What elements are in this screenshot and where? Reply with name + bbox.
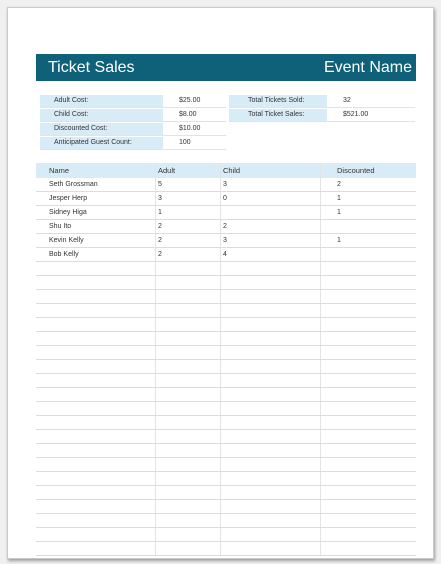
discounted-cell[interactable] [320,514,416,527]
child-cell[interactable]: 3 [220,234,320,247]
name-cell[interactable] [36,472,155,485]
table-row [36,374,416,388]
adult-cell[interactable]: 5 [155,178,220,191]
name-cell[interactable] [36,430,155,443]
child-cell[interactable] [220,346,320,359]
table-row [36,234,416,248]
name-cell[interactable]: Kevin Kelly [49,237,84,244]
name-cell[interactable] [36,500,155,513]
table-row [36,528,416,542]
page-title[interactable]: Ticket Sales [48,58,135,76]
discounted-cell[interactable] [320,360,416,373]
adult-cell[interactable] [155,318,220,331]
child-cell[interactable]: 3 [220,178,320,191]
adult-cell[interactable]: 3 [155,192,220,205]
adult-cell[interactable] [155,430,220,443]
name-cell[interactable]: Jesper Herp [49,195,88,202]
child-cell[interactable] [220,388,320,401]
table-row [36,402,416,416]
adult-cell[interactable] [155,332,220,345]
name-cell[interactable] [36,528,155,541]
discounted-cell[interactable] [320,542,416,555]
discounted-cell[interactable] [320,402,416,415]
ticket-sales-value[interactable]: $521.00 [343,111,369,118]
discounted-cell[interactable] [320,332,416,345]
table-row [36,514,416,528]
discounted-cell[interactable] [320,430,416,443]
guest-count-value[interactable]: 100 [179,139,191,146]
child-cell[interactable] [220,402,320,415]
adult-cell[interactable] [155,346,220,359]
adult-cell[interactable] [155,500,220,513]
discounted-cell[interactable]: 2 [320,178,416,191]
table-row [36,486,416,500]
adult-cell[interactable] [155,542,220,555]
child-cell[interactable] [220,318,320,331]
adult-cell[interactable] [155,290,220,303]
table-header [36,163,416,178]
table-body [36,178,416,556]
adult-cell[interactable]: 2 [155,248,220,261]
discounted-cell[interactable] [320,416,416,429]
adult-cell[interactable] [155,388,220,401]
discounted-cell[interactable] [320,444,416,457]
name-cell[interactable]: Sidney Higa [49,209,87,216]
name-cell[interactable]: Shu Ito [49,223,72,230]
name-cell[interactable] [36,402,155,415]
discounted-cell[interactable] [320,276,416,289]
discounted-cell[interactable]: 1 [320,206,416,219]
adult-cell[interactable] [155,402,220,415]
child-cell[interactable] [220,472,320,485]
table-row [36,444,416,458]
child-cell[interactable] [220,486,320,499]
name-cell[interactable] [36,332,155,345]
summary-row-guest-count [40,136,226,150]
table-row [36,430,416,444]
discounted-cost-label: Discounted Cost: [40,123,163,135]
table-row [36,304,416,318]
table-row [36,248,416,262]
table-row [36,318,416,332]
discounted-cost-value[interactable]: $10.00 [179,125,201,132]
discounted-cell[interactable] [320,304,416,317]
discounted-cell[interactable] [320,346,416,359]
sales-summary [229,94,415,122]
table-row [36,220,416,234]
name-cell[interactable]: Seth Grossman [49,181,98,188]
table-row [36,206,416,220]
table-row [36,332,416,346]
discounted-cell[interactable] [320,290,416,303]
table-row [36,346,416,360]
discounted-cell[interactable] [320,486,416,499]
child-cell[interactable] [220,360,320,373]
table-row [36,192,416,206]
adult-cell[interactable] [155,304,220,317]
child-cell[interactable] [220,514,320,527]
name-cell[interactable] [36,276,155,289]
name-cell[interactable] [36,444,155,457]
sales-table [36,163,416,556]
adult-cell[interactable] [155,416,220,429]
cost-summary [40,94,226,150]
discounted-cell[interactable] [320,528,416,541]
adult-cost-label: Adult Cost: [40,95,163,107]
discounted-cell[interactable] [320,500,416,513]
name-cell[interactable] [36,374,155,387]
ticket-sales-label: Total Ticket Sales: [229,109,327,121]
table-row [36,276,416,290]
child-cell[interactable] [220,444,320,457]
adult-cell[interactable] [155,472,220,485]
name-cell[interactable] [36,318,155,331]
child-cell[interactable]: 4 [220,248,320,261]
summary-row-adult-cost [40,94,226,108]
summary-row-ticket-sales [229,108,415,122]
title-banner [36,54,416,81]
adult-cell[interactable]: 1 [155,206,220,219]
child-cell[interactable] [220,206,320,219]
adult-cell[interactable] [155,276,220,289]
child-cell[interactable] [220,542,320,555]
child-cell[interactable] [220,500,320,513]
child-cell[interactable]: 2 [220,220,320,233]
table-row [36,472,416,486]
table-row [36,388,416,402]
child-cost-label: Child Cost: [40,109,163,121]
adult-cell[interactable] [155,514,220,527]
summary-row-child-cost [40,108,226,122]
child-cell[interactable] [220,304,320,317]
child-cell[interactable] [220,276,320,289]
child-cell[interactable] [220,262,320,275]
child-cell[interactable]: 0 [220,192,320,205]
adult-cell[interactable] [155,486,220,499]
discounted-cell[interactable] [320,220,416,233]
name-cell[interactable] [36,388,155,401]
name-cell[interactable] [36,290,155,303]
discounted-cell[interactable]: 1 [320,192,416,205]
name-cell[interactable] [36,262,155,275]
name-cell[interactable] [36,416,155,429]
table-row [36,416,416,430]
child-cell[interactable] [220,416,320,429]
adult-cell[interactable] [155,262,220,275]
table-row [36,458,416,472]
adult-cell[interactable] [155,528,220,541]
column-header-name: Name [49,166,70,175]
column-header-adult: Adult [155,163,220,178]
name-cell[interactable] [36,458,155,471]
name-cell[interactable]: Bob Kelly [49,251,79,258]
adult-cell[interactable] [155,360,220,373]
adult-cost-value[interactable]: $25.00 [179,97,201,104]
guest-count-label: Anticipated Guest Count: [40,137,163,149]
column-header-discounted: Discounted [320,163,416,178]
column-header-child: Child [220,163,320,178]
child-cell[interactable] [220,458,320,471]
table-row [36,290,416,304]
table-row [36,178,416,192]
tickets-sold-label: Total Tickets Sold: [229,95,327,107]
discounted-cell[interactable] [320,388,416,401]
child-cell[interactable] [220,528,320,541]
child-cell[interactable] [220,290,320,303]
adult-cell[interactable]: 2 [155,220,220,233]
table-row [36,542,416,556]
name-cell[interactable] [36,542,155,555]
child-cell[interactable] [220,374,320,387]
discounted-cell[interactable] [320,248,416,261]
child-cell[interactable] [220,430,320,443]
adult-cell[interactable]: 2 [155,234,220,247]
discounted-cell[interactable] [320,472,416,485]
child-cost-value[interactable]: $8.00 [179,111,197,118]
child-cell[interactable] [220,332,320,345]
adult-cell[interactable] [155,458,220,471]
table-row [36,500,416,514]
name-cell[interactable] [36,360,155,373]
summary-row-tickets-sold [229,94,415,108]
discounted-cell[interactable] [320,262,416,275]
adult-cell[interactable] [155,374,220,387]
discounted-cell[interactable]: 1 [320,234,416,247]
adult-cell[interactable] [155,444,220,457]
name-cell[interactable] [36,346,155,359]
event-name[interactable]: Event Name [323,58,412,76]
name-cell[interactable] [36,304,155,317]
discounted-cell[interactable] [320,458,416,471]
name-cell[interactable] [36,514,155,527]
tickets-sold-value[interactable]: 32 [343,97,351,104]
summary-row-discounted-cost [40,122,226,136]
name-cell[interactable] [36,486,155,499]
discounted-cell[interactable] [320,318,416,331]
table-row [36,262,416,276]
document-page [7,7,434,559]
discounted-cell[interactable] [320,374,416,387]
table-row [36,360,416,374]
